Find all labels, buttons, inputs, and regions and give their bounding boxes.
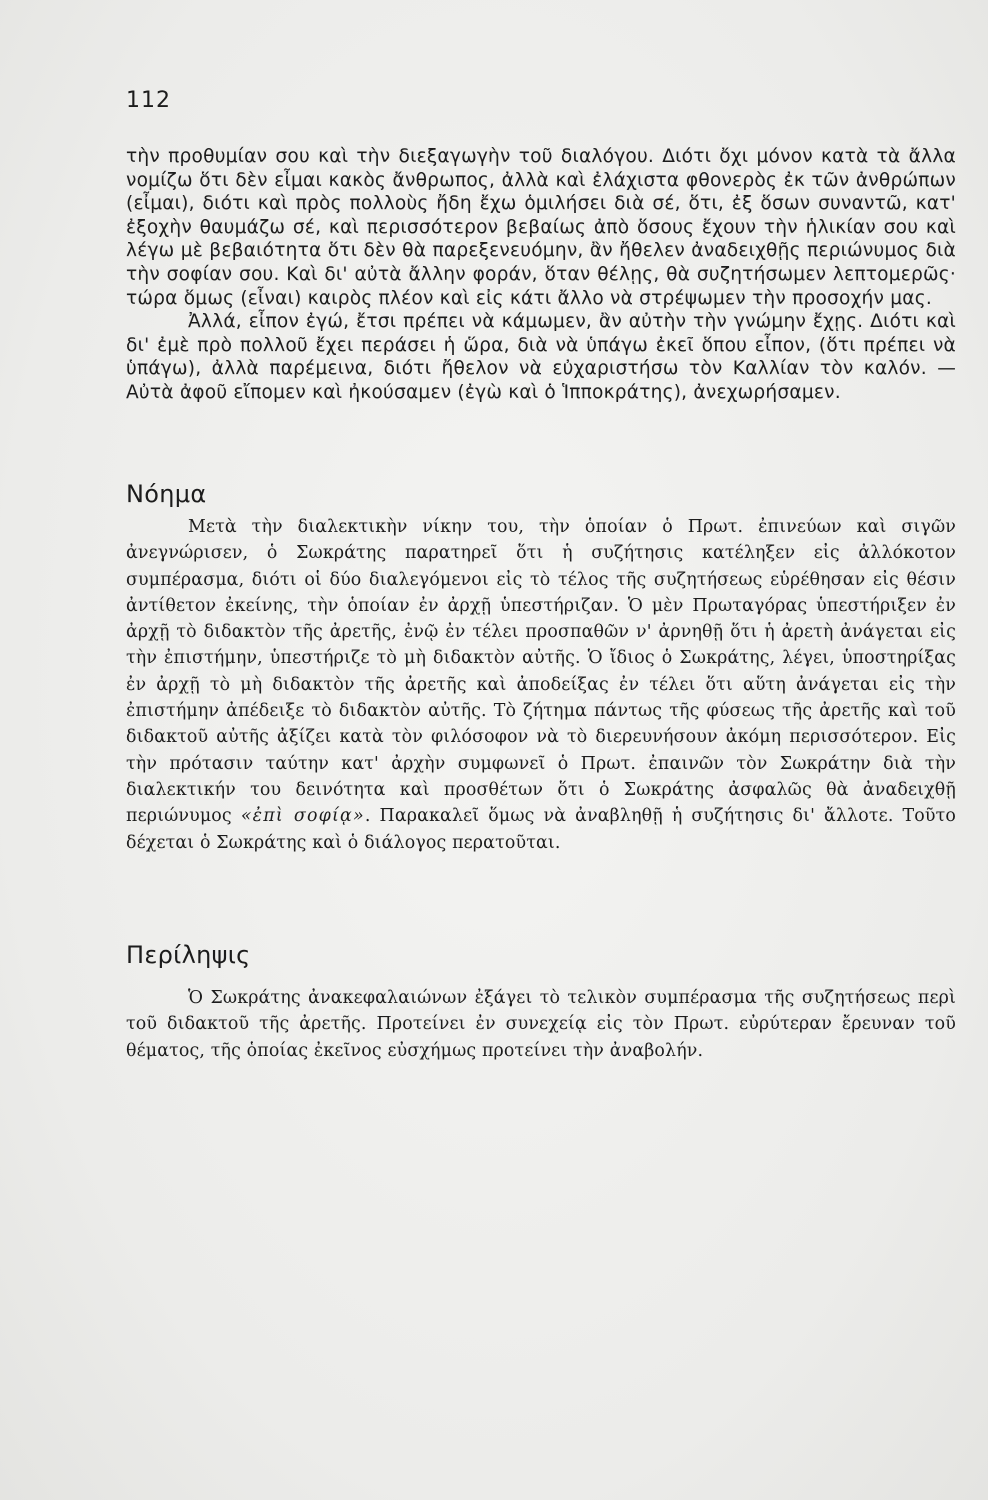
noima-section bbox=[126, 514, 956, 856]
dialogue-text bbox=[126, 145, 956, 405]
noima-paragraph bbox=[126, 514, 956, 856]
page-number: 112 bbox=[126, 88, 171, 113]
dialogue-paragraph-1: τὴν προθυμίαν σου καὶ τὴν διεξαγωγὴν τοῦ διαλόγου. Διότι ὄχι μόνον κατὰ τὰ ἄλλα νομίζω ὅτι δὲν εἶμαι κακὸς ἄνθρωπος, ἀλλὰ καὶ ἐλάχιστα φθονερὸς ἐκ τῶν ἀνθρώπων (εἶμαι), διότι καὶ πρὸς πολλοὺς ἤδη ἔχω ὁμιλήσει διὰ σέ, ὅτι, ἐξ ὅσων συναντῶ, κατ' ἐξοχὴν θαυμάζω σέ, καὶ περισσότερον βεβαίως ἀπὸ ὅσους ἔχουν τὴν ἡλικίαν σου καὶ λέγω μὲ βεβαιότητα ὅτι δὲν θὰ παρεξενευόμην, ἂν ἤθελεν ἀναδειχθῇς περιώνυμος διὰ τὴν σοφίαν σου. Καὶ δι' αὐτὰ ἄλλην φοράν, ὅταν θέλῃς, θὰ συζητήσωμεν λεπτομερῶς· τώρα ὅμως (εἶναι) καιρὸς πλέον καὶ εἰς κάτι ἄλλο νὰ στρέψωμεν τὴν προσοχήν μας. bbox=[126, 146, 956, 309]
noima-text-part-2: . Παρακαλεῖ ὅμως νὰ ἀναβληθῇ ἡ συζήτησις δι' ἄλλοτε. Τοῦτο δέχεται ὁ Σωκράτης καὶ ὁ διάλογος περατοῦται. bbox=[126, 806, 957, 853]
noima-quote: «ἐπὶ σοφίᾳ» bbox=[240, 806, 365, 827]
section-heading-perilipsis: Περίληψις bbox=[126, 941, 251, 969]
perilipsis-paragraph: Ὁ Σωκράτης ἀνακεφαλαιώνων ἐξάγει τὸ τελικὸν συμπέρασμα τῆς συζητήσεως περὶ τοῦ διδακτοῦ τῆς ἀρετῆς. Προτείνει ἐν συνεχείᾳ εἰς τὸν Πρωτ. εὐρύτεραν ἔρευναν τοῦ θέματος, τῆς ὁποίας ἐκεῖνος εὐσχήμως προτείνει τὴν ἀναβολήν. bbox=[126, 988, 956, 1061]
section-heading-noima: Νόημα bbox=[126, 480, 207, 508]
perilipsis-section bbox=[126, 985, 956, 1064]
noima-text-part-1: Μετὰ τὴν διαλεκτικὴν νίκην του, τὴν ὁποίαν ὁ Πρωτ. ἐπινεύων καὶ σιγῶν ἀνεγνώρισεν, ὁ Σωκράτης παρατηρεῖ ὅτι ἡ συζήτησις κατέληξεν εἰς ἀλλόκοτον συμπέρασμα, διότι οἱ δύο διαλεγόμενοι εἰς τὸ τέλος τῆς συζητήσεως εὑρέθησαν εἰς θέσιν ἀντίθετον ἐκείνης, τὴν ὁποίαν ἐν ἀρχῇ ὑπεστήριζαν. Ὁ μὲν Πρωταγόρας ὑπεστήριξεν ἐν ἀρχῇ τὸ διδακτὸν τῆς ἀρετῆς, ἐνῷ ἐν τέλει προσπαθῶν ν' ἀρνηθῇ ὅτι ἡ ἀρετὴ ἀνάγεται εἰς τὴν ἐπιστήμην, ὑπεστήριζε τὸ μὴ διδακτὸν αὐτῆς. Ὁ ἴδιος ὁ Σωκράτης, λέγει, ὑποστηρίξας ἐν ἀρχῇ τὸ μὴ διδακτὸν τῆς ἀρετῆς καὶ ἀποδείξας ἐν τέλει ὅτι αὕτη ἀνάγεται εἰς τὴν ἐπιστήμην ἀπέδειξε τὸ διδακτὸν αὐτῆς. Τὸ ζήτημα πάντως τῆς φύσεως τῆς ἀρετῆς καὶ τοῦ διδακτοῦ αὐτῆς ἀξίζει κατὰ τὸν φιλόσοφον νὰ τὸ διερευνήσουν ἀκόμη περισσότερον. Εἰς τὴν πρότασιν ταύτην κατ' ἀρχὴν συμφωνεῖ ὁ Πρωτ. ἐπαινῶν τὸν Σωκράτην διὰ τὴν διαλεκτικήν του δεινότητα καὶ προσθέτων ὅτι ὁ Σωκράτης ἀσφαλῶς θὰ ἀναδειχθῇ περιώνυμος bbox=[126, 517, 956, 827]
dialogue-paragraph-2: Ἀλλά, εἶπον ἐγώ, ἔτσι πρέπει νὰ κάμωμεν, ἂν αὐτὴν τὴν γνώμην ἔχῃς. Διότι καὶ δι' ἐμὲ πρὸ πολλοῦ ἔχει περάσει ἡ ὥρα, διὰ νὰ ὑπάγω ἐκεῖ ὅπου εἶπον, (ὅτι πρέπει νὰ ὑπάγω), ἀλλὰ παρέμεινα, διότι ἤθελον νὰ εὐχαριστήσω τὸν Καλλίαν τὸν καλόν. —Αὐτὰ ἀφοῦ εἴπομεν καὶ ἠκούσαμεν (ἐγὼ καὶ ὁ Ἱπποκράτης), ἀνεχωρήσαμεν. bbox=[126, 311, 956, 403]
